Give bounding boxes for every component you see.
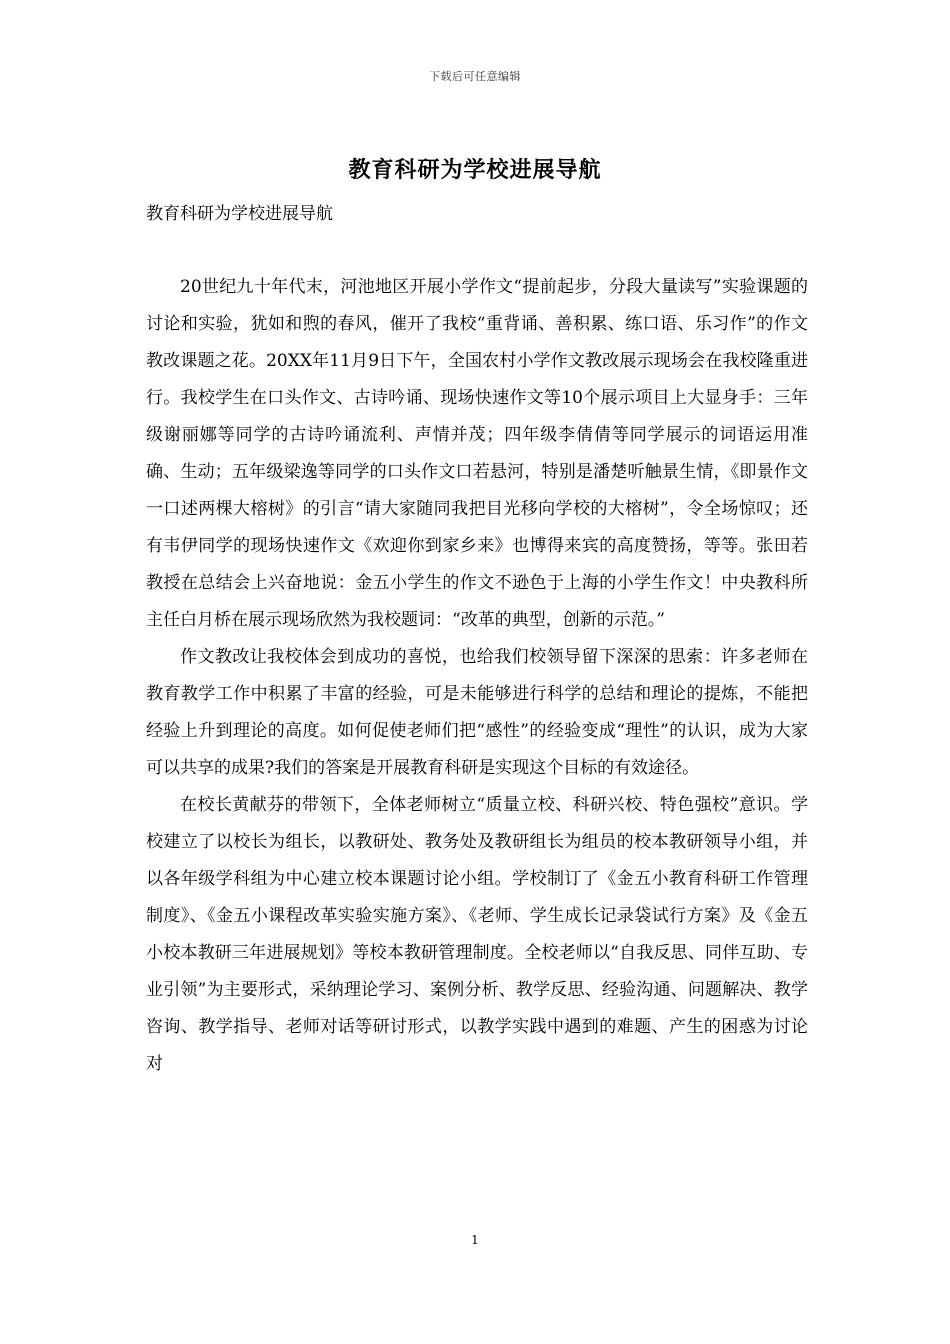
- document-title: 教育科研为学校进展导航: [348, 157, 602, 183]
- document-body: [146, 269, 808, 1083]
- page-number: 1: [471, 1233, 479, 1247]
- document-subtitle: 教育科研为学校进展导航: [146, 204, 333, 224]
- header-note: 下载后可任意编辑: [429, 70, 521, 83]
- paragraph-1: 20世纪九十年代末，河池地区开展小学作文“提前起步，分段大量读写”实验课题的讨论和实验，犹如和煦的春风，催开了我校“重背诵、善积累、练口语、乐习作”的作文教改课题之花。20XX年11月9日下午，全国农村小学作文教改展示现场会在我校隆重进行。我校学生在口头作文、古诗吟诵、现场快速作文等10个展示项目上大显身手：三年级谢丽娜等同学的古诗吟诵流利、声情并茂；四年级李倩倩等同学展示的词语运用准确、生动；五年级梁逸等同学的口头作文口若悬河，特别是潘楚听触景生情，《即景作文一口述两棵大榕树》的引言“请大家随同我把目光移向学校的大榕树”，令全场惊叹；还有韦伊同学的现场快速作文《欢迎你到家乡来》也博得来宾的高度赞扬，等等。张田若教授在总结会上兴奋地说：金五小学生的作文不逊色于上海的小学生作文！中央教科所主任白月桥在展示现场欣然为我校题词：“改革的典型，创新的示范。”: [146, 277, 808, 630]
- paragraph-2: 作文教改让我校体会到成功的喜悦，也给我们校领导留下深深的思索：许多老师在教育教学工作中积累了丰富的经验，可是未能够进行科学的总结和理论的提炼，不能把经验上升到理论的高度。如何促使老师们把“感性”的经验变成“理性”的认识，成为大家可以共享的成果?我们的答案是开展教育科研是实现这个目标的有效途径。: [146, 647, 808, 778]
- paragraph-3: 在校长黄献芬的带领下，全体老师树立“质量立校、科研兴校、特色强校”意识。学校建立了以校长为组长，以教研处、教务处及教研组长为组员的校本教研领导小组，并以各年级学科组为中心建立校本课题讨论小组。学校制订了《金五小教育科研工作管理制度》、《金五小课程改革实验实施方案》、《老师、学生成长记录袋试行方案》及《金五小校本教研三年进展规划》等校本教研管理制度。全校老师以“自我反思、同伴互助、专业引领”为主要形式，采纳理论学习、案例分析、教学反思、经验沟通、问题解决、教学咨询、教学指导、老师对话等研讨形式，以教学实践中遇到的难题、产生的困惑为讨论对: [146, 795, 808, 1074]
